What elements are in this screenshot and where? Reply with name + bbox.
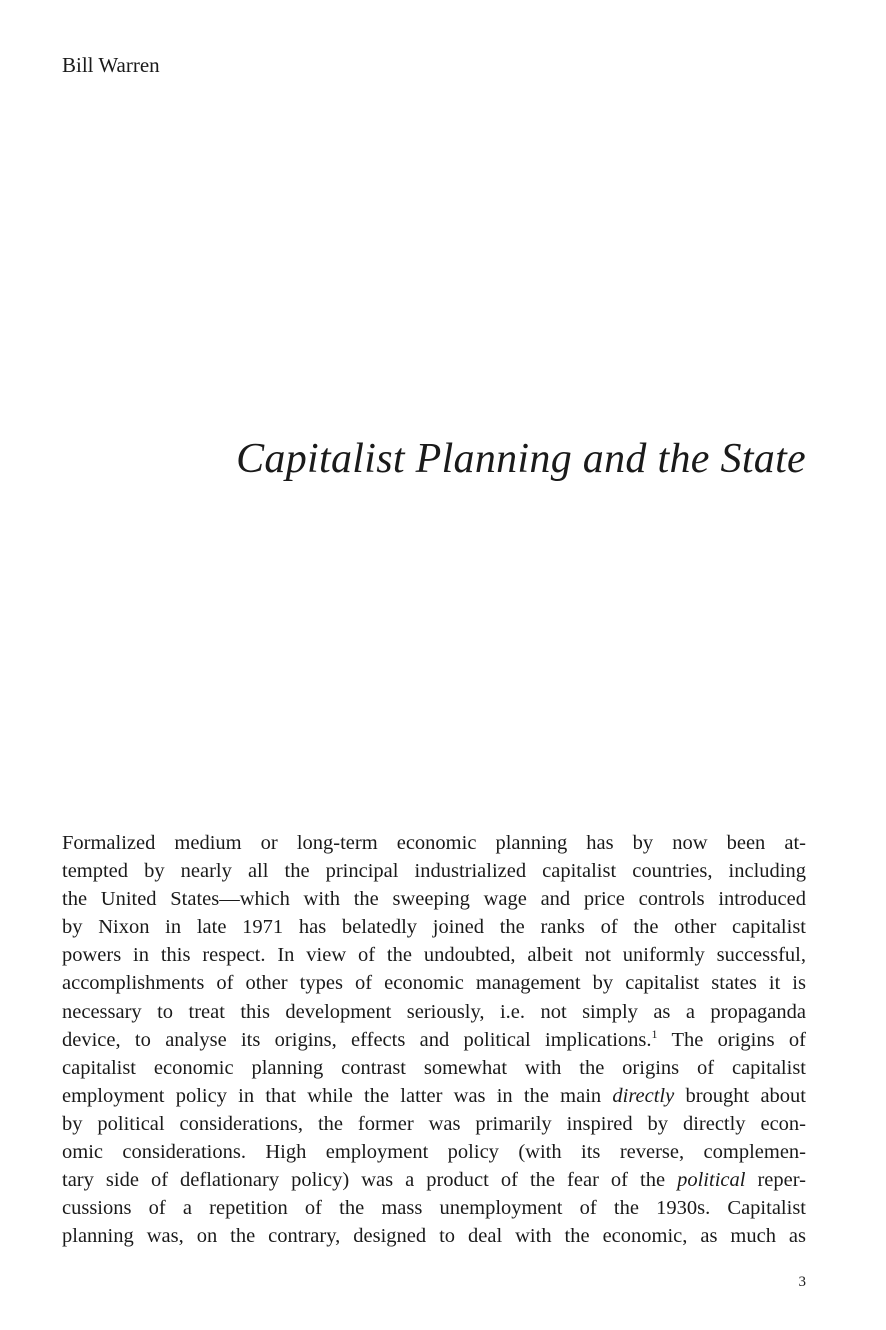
text-line-3: the United States—which with the sweeping wage and price controls introduced (62, 888, 806, 911)
text-line-10-end: brought about (674, 1084, 806, 1107)
article-title: Capitalist Planning and the State (236, 436, 806, 482)
page-number: 3 (798, 1274, 806, 1290)
text-line-4: by Nixon in late 1971 has belatedly joined the ranks of the other capitalist (62, 916, 806, 939)
text-line-10 (62, 1082, 806, 1110)
text-line-1: Formalized medium or long-term economic planning has by now been at- (62, 832, 806, 854)
text-line-13 (62, 1166, 806, 1194)
text-line-13-start: tary side of deflationary policy) was a product of the fear of the (62, 1169, 678, 1192)
text-line-8-end: The origins of (657, 1028, 806, 1051)
text-line-12: omic considerations. High employment policy (with its reverse, complemen- (62, 1141, 806, 1164)
text-line-14: cussions of a repetition of the mass unemployment of the 1930s. Capitalist (62, 1197, 806, 1220)
text-line-5: powers in this respect. In view of the undoubted, albeit not uniformly successful, (62, 944, 806, 967)
text-line-8-start: device, to analyse its origins, effects and political implications. (62, 1028, 652, 1051)
text-line-2: tempted by nearly all the principal industrialized capitalist countries, including (62, 860, 806, 883)
text-line-7: necessary to treat this development seriously, i.e. not simply as a propaganda (62, 1000, 806, 1023)
emphasis-directly: directly (612, 1084, 675, 1107)
text-line-11: by political considerations, the former was primarily inspired by directly econ- (62, 1112, 806, 1135)
text-line-9: capitalist economic planning contrast somewhat with the origins of capitalist (62, 1056, 806, 1079)
text-line-13-end: reper- (745, 1169, 806, 1192)
author-name: Bill Warren (62, 53, 160, 77)
text-line-6: accomplishments of other types of economic management by capitalist states it is (62, 972, 806, 995)
text-line-15: planning was, on the contrary, designed to deal with the economic, as much as (62, 1225, 806, 1248)
body-paragraph (62, 829, 806, 1250)
text-line-8 (62, 1026, 806, 1054)
text-line-10-start: employment policy in that while the latter was in the main (62, 1084, 613, 1107)
emphasis-political: political (677, 1169, 746, 1192)
footnote-reference: 1 (651, 1026, 658, 1041)
